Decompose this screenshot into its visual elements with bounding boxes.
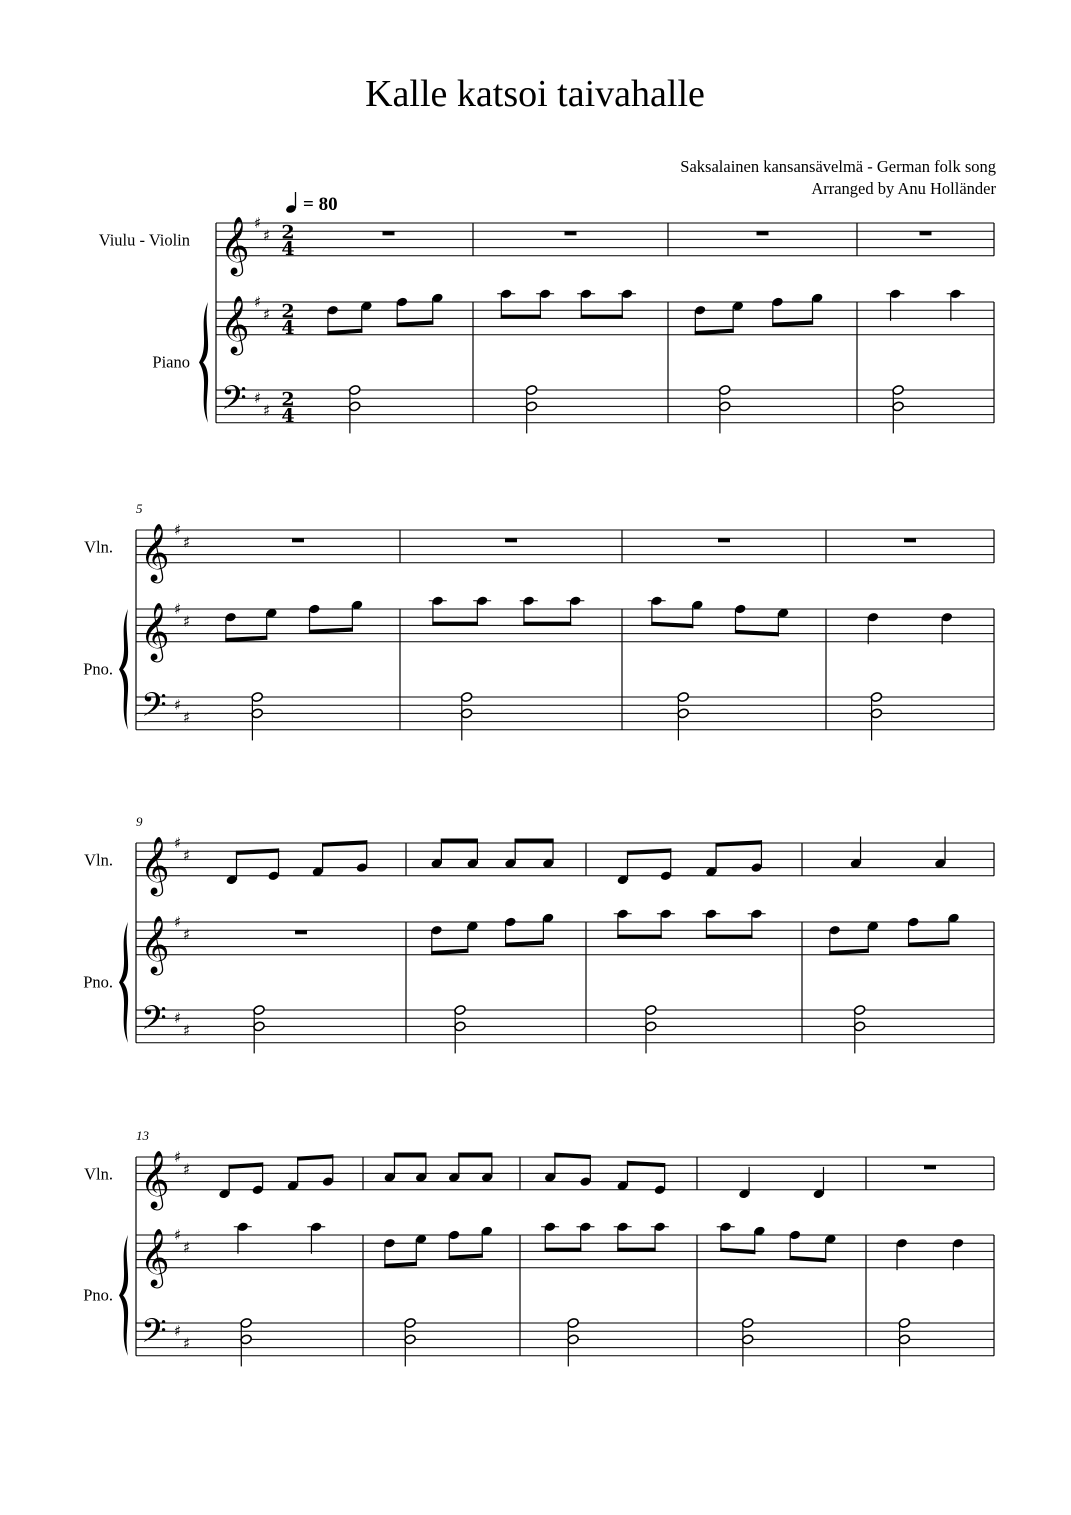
beam [829,949,869,956]
beam [720,1248,755,1255]
sharp-icon: ♯ [254,293,262,311]
whole-rest-icon [757,231,769,235]
violin-label: Vln. [84,1164,113,1184]
treble-clef-icon: 𝄞 [220,294,250,353]
time-signature-bottom: 4 [281,237,295,260]
sharp-icon: ♯ [183,846,191,865]
treble-clef-icon: 𝄞 [140,522,170,581]
beam [441,839,478,843]
system-2 [83,501,994,740]
score-title: Kalle katsoi taivahalle [365,73,705,115]
violin-label: Vln. [84,537,113,557]
time-signature-top: 2 [281,388,295,411]
treble-clef-icon: 𝄞 [140,1149,170,1208]
tempo-marking [285,192,338,215]
treble-clef-icon: 𝄞 [140,835,170,894]
beam [225,636,267,643]
arranger-credit: Arranged by Anu Holländer [811,179,996,198]
sharp-icon: ♯ [174,913,182,931]
sharp-icon: ♯ [174,696,182,715]
sharp-icon: ♯ [183,1160,191,1179]
piano-label: Piano [152,352,190,372]
sharp-icon: ♯ [183,925,191,944]
beam [458,1153,492,1157]
whole-rest-icon [920,231,932,235]
beam [790,1256,827,1263]
treble-clef-icon: 𝄞 [140,914,170,973]
bass-clef-icon: 𝄢 [141,686,167,733]
treble-clef-icon: 𝄞 [140,1227,170,1286]
beam [229,1162,264,1169]
bass-clef-icon: 𝄢 [141,1312,167,1359]
beam [505,940,544,947]
whole-rest-icon [565,231,577,235]
beam [617,935,661,939]
whole-rest-icon [383,231,395,235]
beam [627,1161,665,1168]
sharp-icon: ♯ [174,1226,182,1244]
beam [449,1253,483,1260]
sharp-icon: ♯ [254,214,262,232]
sharp-icon: ♯ [263,226,271,245]
whole-rest-icon [904,538,916,542]
sharp-icon: ♯ [254,389,262,408]
measure-number: 13 [136,1128,149,1143]
bass-clef-icon: 𝄢 [141,999,167,1046]
sharp-icon: ♯ [183,1238,191,1257]
bass-clef-icon: 𝄢 [221,379,247,426]
beam [715,840,762,847]
beam [735,630,779,637]
beam [384,1262,417,1269]
system-3 [83,814,994,1053]
beam [617,1248,655,1252]
brace-icon [119,609,128,730]
beam [322,840,367,847]
treble-clef-icon: 𝄞 [220,215,250,274]
beam [706,935,753,939]
sharp-icon: ♯ [174,1009,182,1028]
beam [523,622,571,626]
time-signature-bottom: 4 [281,404,295,427]
sharp-icon: ♯ [263,401,271,420]
sharp-icon: ♯ [183,708,191,727]
sharp-icon: ♯ [174,834,182,852]
treble-clef-icon: 𝄞 [140,601,170,660]
beam [431,949,468,956]
sharp-icon: ♯ [183,612,191,631]
sharp-icon: ♯ [183,533,191,552]
system-4 [83,1128,994,1366]
time-signature-top: 2 [281,221,295,244]
whole-rest-icon [292,538,304,542]
beam [772,320,813,327]
beam [695,329,734,336]
beam [432,622,478,626]
whole-rest-icon [718,538,730,542]
beam [908,940,950,947]
time-signature-top: 2 [281,300,295,323]
beam [397,320,434,327]
piano-label: Pno. [83,659,113,679]
sharp-icon: ♯ [174,1322,182,1341]
sharp-icon: ♯ [174,600,182,618]
sharp-icon: ♯ [174,521,182,539]
beam [554,1153,591,1160]
beam [394,1153,427,1157]
whole-rest-icon [505,538,517,542]
beam [297,1154,333,1161]
quarter-note-icon [285,192,297,214]
sharp-icon: ♯ [183,1334,191,1353]
beam [581,315,623,319]
whole-rest-icon [924,1165,936,1169]
time-signature-bottom: 4 [281,316,295,339]
brace-icon [119,1235,128,1356]
measure-number: 5 [136,501,143,516]
sharp-icon: ♯ [263,305,271,324]
beam [545,1248,582,1252]
beam [627,848,671,855]
tempo-text: = 80 [303,194,338,215]
beam [327,329,362,336]
violin-label: Viulu - Violin [98,230,190,250]
whole-rest-icon [295,930,307,934]
brace-icon [199,302,208,423]
beam [236,848,279,855]
measure-number: 9 [136,814,143,829]
piano-label: Pno. [83,1285,113,1305]
violin-label: Vln. [84,850,113,870]
sharp-icon: ♯ [174,1148,182,1166]
beam [515,839,554,843]
beam [309,627,353,634]
system-1 [99,214,994,433]
beam [501,315,541,319]
brace-icon [119,922,128,1043]
sharp-icon: ♯ [183,1021,191,1040]
composer-credit: Saksalainen kansansävelmä - German folk song [680,157,996,176]
beam [651,622,693,629]
piano-label: Pno. [83,972,113,992]
